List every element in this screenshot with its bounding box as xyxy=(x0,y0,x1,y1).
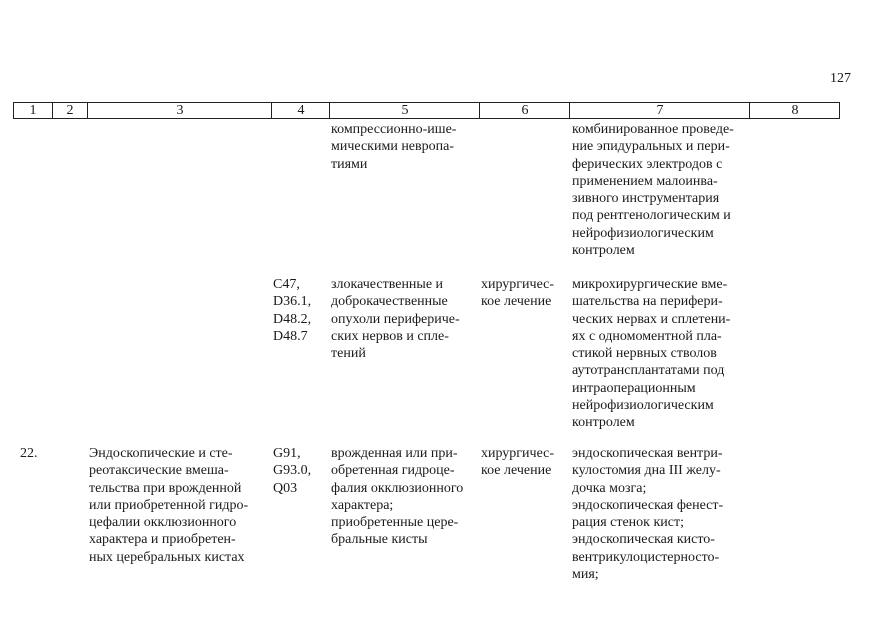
header-col-7: 7 xyxy=(569,103,750,118)
row2-method: микрохирургические вме- шательства на перифери- ческих нервах и сплетени- ях с одномоментной пла- стикой нервных стволов аутотрансплантатами под интраоперационным нейрофизиологическим контролем xyxy=(572,277,731,431)
header-col-8: 8 xyxy=(749,103,840,118)
row3-procedure-group: Эндоскопические и сте- реотаксические вмеша- тельства при врожденной или приобретенной гидро- цефалии окклюзионного характера и приобретен- ных церебральных кистах xyxy=(89,446,249,565)
row1-method: комбинированное проведе- ние эпидуральных и пери- ферических электродов с применением малоинва- зивного инструментария под рентгенологическим и нейрофизиологическим контролем xyxy=(572,122,734,259)
row3-icd-codes: G91, G93.0, Q03 xyxy=(273,446,312,496)
row3-diagnosis: врожденная или при- обретенная гидроце- фалия окклюзионного характера; приобретенные цере- бральные кисты xyxy=(331,446,464,548)
row2-icd-codes: C47, D36.1, D48.2, D48.7 xyxy=(273,277,312,344)
header-col-5: 5 xyxy=(329,103,480,118)
row2-diagnosis: злокачественные и доброкачественные опухоли перифериче- ских нервов и спле- тений xyxy=(331,277,460,362)
row3-method: эндоскопическая вентри- кулостомия дна III желу- дочка мозга; эндоскопическая фенест- рация стенок кист; эндоскопическая кисто- вентрикулоцистерносто- мия; xyxy=(572,446,724,583)
row1-diagnosis: компрессионно-ише- мическими невропа- тиями xyxy=(331,122,457,172)
header-col-1: 1 xyxy=(29,103,37,118)
header-col-2: 2 xyxy=(52,103,87,118)
row3-number: 22. xyxy=(20,446,38,461)
row3-treatment-type: хирургичес- кое лечение xyxy=(481,446,555,479)
table-header-row xyxy=(13,102,840,119)
header-col-4: 4 xyxy=(271,103,330,118)
row2-treatment-type: хирургичес- кое лечение xyxy=(481,277,555,310)
page-number: 127 xyxy=(830,71,851,86)
header-col-3: 3 xyxy=(87,103,272,118)
header-col-6: 6 xyxy=(479,103,570,118)
